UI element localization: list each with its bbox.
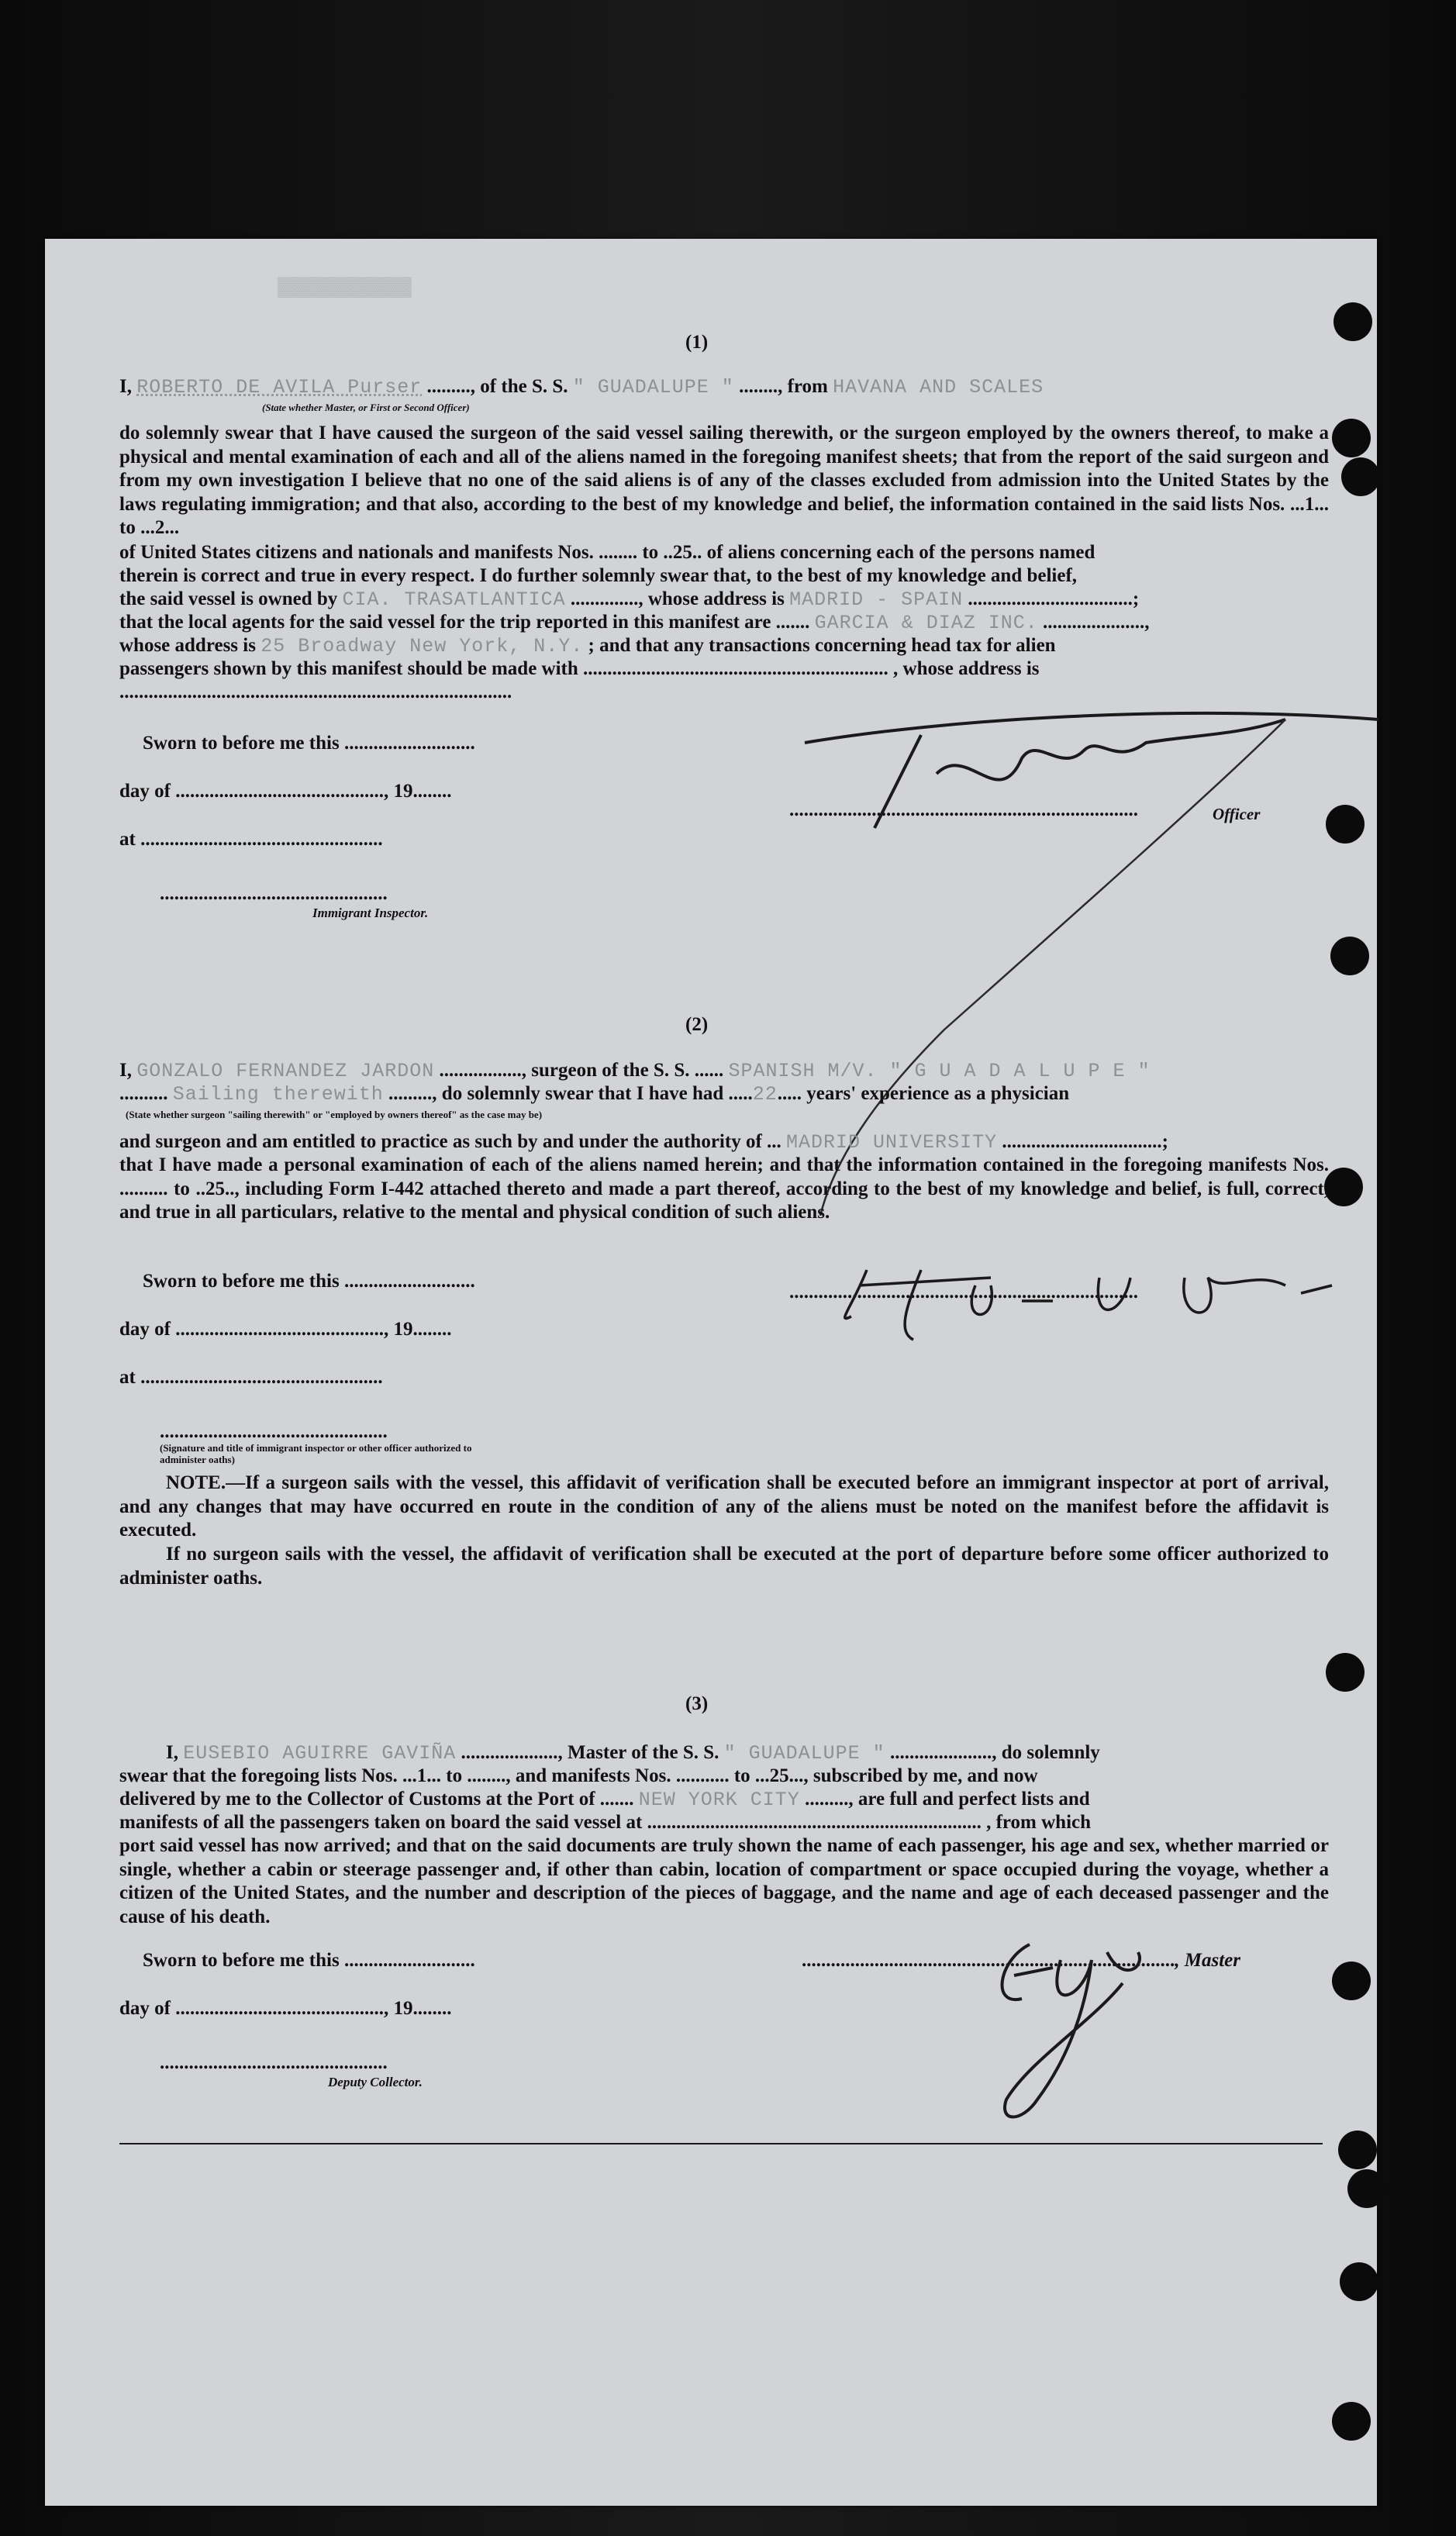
vessel-name-3: " GUADALUPE "	[723, 1742, 885, 1765]
officer-label: Officer	[1213, 805, 1261, 823]
at-line-1: at ..................................................	[119, 829, 383, 850]
section-number-1: (1)	[685, 332, 709, 353]
sworn-line-1: Sworn to before me this ...........................	[143, 733, 475, 754]
master-signature	[968, 1913, 1169, 2138]
immigrant-inspector-label: Immigrant Inspector.	[312, 906, 429, 920]
collector-signature-line: ...............................................	[160, 2052, 388, 2073]
sworn-line-3: Sworn to before me this ...........................	[143, 1950, 475, 1971]
sailing-status: Sailing therewith	[172, 1083, 384, 1106]
inspector-signature-line: ...............................................	[160, 883, 388, 904]
local-agents: GARCIA & DIAZ INC.	[814, 612, 1038, 634]
punch-hole	[1347, 2169, 1386, 2208]
section1-line11: passengers shown by this manifest should be made with ............................................................... , whose address is	[119, 658, 1040, 679]
years-experience: 22	[752, 1083, 778, 1106]
agents-address: 25 Broadway New York, N.Y.	[260, 635, 584, 657]
punch-hole	[1326, 1653, 1365, 1692]
section3-line3: delivered by me to the Collector of Customs at the Port of ....... NEW YORK CITY ........., are full and perfect lists and	[119, 1789, 1090, 1811]
faded-header: ▓▓▓▓▓▓▓▓▓▓▓▓	[278, 278, 412, 298]
vessel-name: " GUADALUPE "	[572, 376, 734, 399]
affidavit-page	[45, 239, 1377, 2506]
at-line-2: at ..................................................	[119, 1367, 383, 1388]
section1-line7: therein is correct and true in every respect. I do further solemnly swear that, to the best of my knowledge and belief,	[119, 565, 1078, 586]
surgeon-signature-line: ........................................................................	[789, 1282, 1138, 1303]
section3-line2: swear that the foregoing lists Nos. ...1... to ........, and manifests Nos. ........... to ...25..., subscribed by me, and now	[119, 1765, 1038, 1786]
day-line-3: day of ..........................................., 19........	[119, 1998, 452, 2019]
punch-hole	[1334, 302, 1372, 341]
section2-body: that I have made a personal examination of each of the aliens named herein; and that the information contained in the foregoing manifests Nos. .......... to ..25.., including Form I-442 attached thereto and made a part thereof, according to the best of my knowledge and belief, is full, correct, and true in all particulars, relative to the mental and physical condition of such aliens.	[119, 1154, 1329, 1223]
inspector-signature-line-2: ...............................................	[160, 1421, 388, 1442]
officer-signature-line: ........................................................................	[789, 799, 1138, 820]
section1-line10: whose address is 25 Broadway New York, N.Y. ; and that any transactions concerning head tax for alien	[119, 635, 1056, 657]
practice-authority: MADRID UNIVERSITY	[786, 1131, 998, 1154]
punch-hole	[1332, 2402, 1371, 2441]
officer-name: ROBERTO DE AVILA Purser	[136, 376, 423, 399]
master-name: EUSEBIO AGUIRRE GAVIÑA	[183, 1742, 457, 1765]
port-name: NEW YORK CITY	[638, 1789, 800, 1811]
section3-line1: I, EUSEBIO AGUIRRE GAVIÑA ...................., Master of the S. S. " GUADALUPE " ....................., do solemnly	[166, 1742, 1100, 1765]
section-number-2: (2)	[685, 1014, 709, 1035]
section3-line4: manifests of all the passengers taken on board the said vessel at ..................................................................... , from which	[119, 1812, 1092, 1833]
section1-line9: that the local agents for the said vessel for the trip reported in this manifest are ....... GARCIA & DIAZ INC. .....................,	[119, 612, 1150, 634]
section-number-3: (3)	[685, 1693, 709, 1714]
punch-hole	[1332, 419, 1371, 457]
vessel-owner: CIA. TRASATLANTICA	[342, 588, 566, 611]
punch-hole	[1340, 2262, 1378, 2301]
signature-title-note: (Signature and title of immigrant inspector or other officer authorized to administer oaths)	[160, 1442, 472, 1465]
master-signature-line: ............................................................................., Master	[802, 1950, 1240, 1971]
section1-body: do solemnly swear that I have caused the surgeon of the said vessel sailing therewith, or the surgeon employed by the owners thereof, to make a physical and mental examination of each and all of the aliens named in the foregoing manifest sheets; that from the report of the said surgeon and from my own investigation I believe that no one of the said aliens is of any of the classes excluded from admission into the United States by the laws regulating immigration; and that also, according to the best of my knowledge and belief, the information contained in the said lists Nos. ...1... to ...2...	[119, 423, 1329, 538]
section1-blank-line: .................................................................................	[119, 681, 512, 702]
deputy-collector-label: Deputy Collector.	[328, 2075, 423, 2089]
vessel-name-2: SPANISH M/V. " G U A D A L U P E "	[728, 1060, 1151, 1082]
note-paragraph-2: If no surgeon sails with the vessel, the affidavit of verification shall be executed at the port of departure before some officer authorized to administer oaths.	[119, 1544, 1329, 1589]
surgeon-name: GONZALO FERNANDEZ JARDON	[136, 1060, 435, 1082]
punch-hole	[1341, 457, 1380, 496]
officer-rank-note: (State whether Master, or First or Second Officer)	[262, 402, 470, 413]
vessel-route: HAVANA AND SCALES	[833, 376, 1044, 399]
owner-address: MADRID - SPAIN	[789, 588, 964, 611]
punch-hole	[1332, 1962, 1371, 2000]
sworn-line-2: Sworn to before me this ...........................	[143, 1271, 475, 1292]
bottom-rule	[119, 2143, 1323, 2144]
surgeon-status-note: (State whether surgeon "sailing therewith" or "employed by owners thereof" as the case may be)	[126, 1109, 543, 1120]
section1-line6: of United States citizens and nationals and manifests Nos. ........ to ..25.. of aliens concerning each of the persons named	[119, 542, 1095, 563]
section1-line8: the said vessel is owned by CIA. TRASATLANTICA .............., whose address is MADRID - SPAIN ..................................;	[119, 588, 1140, 611]
punch-hole	[1338, 2131, 1377, 2169]
officer-signature	[789, 688, 1394, 1324]
section2-line1: I, GONZALO FERNANDEZ JARDON ................., surgeon of the S. S. ...... SPANISH M/V. " G U A D A L U P E "	[119, 1060, 1151, 1082]
note-paragraph: NOTE.—If a surgeon sails with the vessel, this affidavit of verification shall be executed before an immigrant inspector at port of arrival, and any changes that may have occurred en route in the condition of any of the aliens must be noted on the manifest before the affidavit is executed.	[119, 1472, 1329, 1541]
section3-body: port said vessel has now arrived; and that on the said documents are truly shown the name of each passenger, his age and sex, whether married or single, whether a cabin or steerage passenger and, if other than cabin, location of compartment or space occupied during the voyage, whether a citizen of the United States, and the number and description of the pieces of baggage, and the name and age of each deceased passenger and the cause of his death.	[119, 1835, 1329, 1927]
day-line-2: day of ..........................................., 19........	[119, 1319, 452, 1340]
section2-line2: .......... Sailing therewith ........., do solemnly swear that I have had .....22..... years' experience as a physician	[119, 1083, 1070, 1106]
surgeon-signature	[820, 1239, 1363, 1355]
day-line-1: day of ..........................................., 19........	[119, 781, 452, 802]
section2-line3: and surgeon and am entitled to practice as such by and under the authority of ... MADRID UNIVERSITY .................................;	[119, 1131, 1168, 1154]
section1-line1: I, ROBERTO DE AVILA Purser ........., of the S. S. " GUADALUPE " ........, from HAVANA AND SCALES	[119, 376, 1044, 399]
